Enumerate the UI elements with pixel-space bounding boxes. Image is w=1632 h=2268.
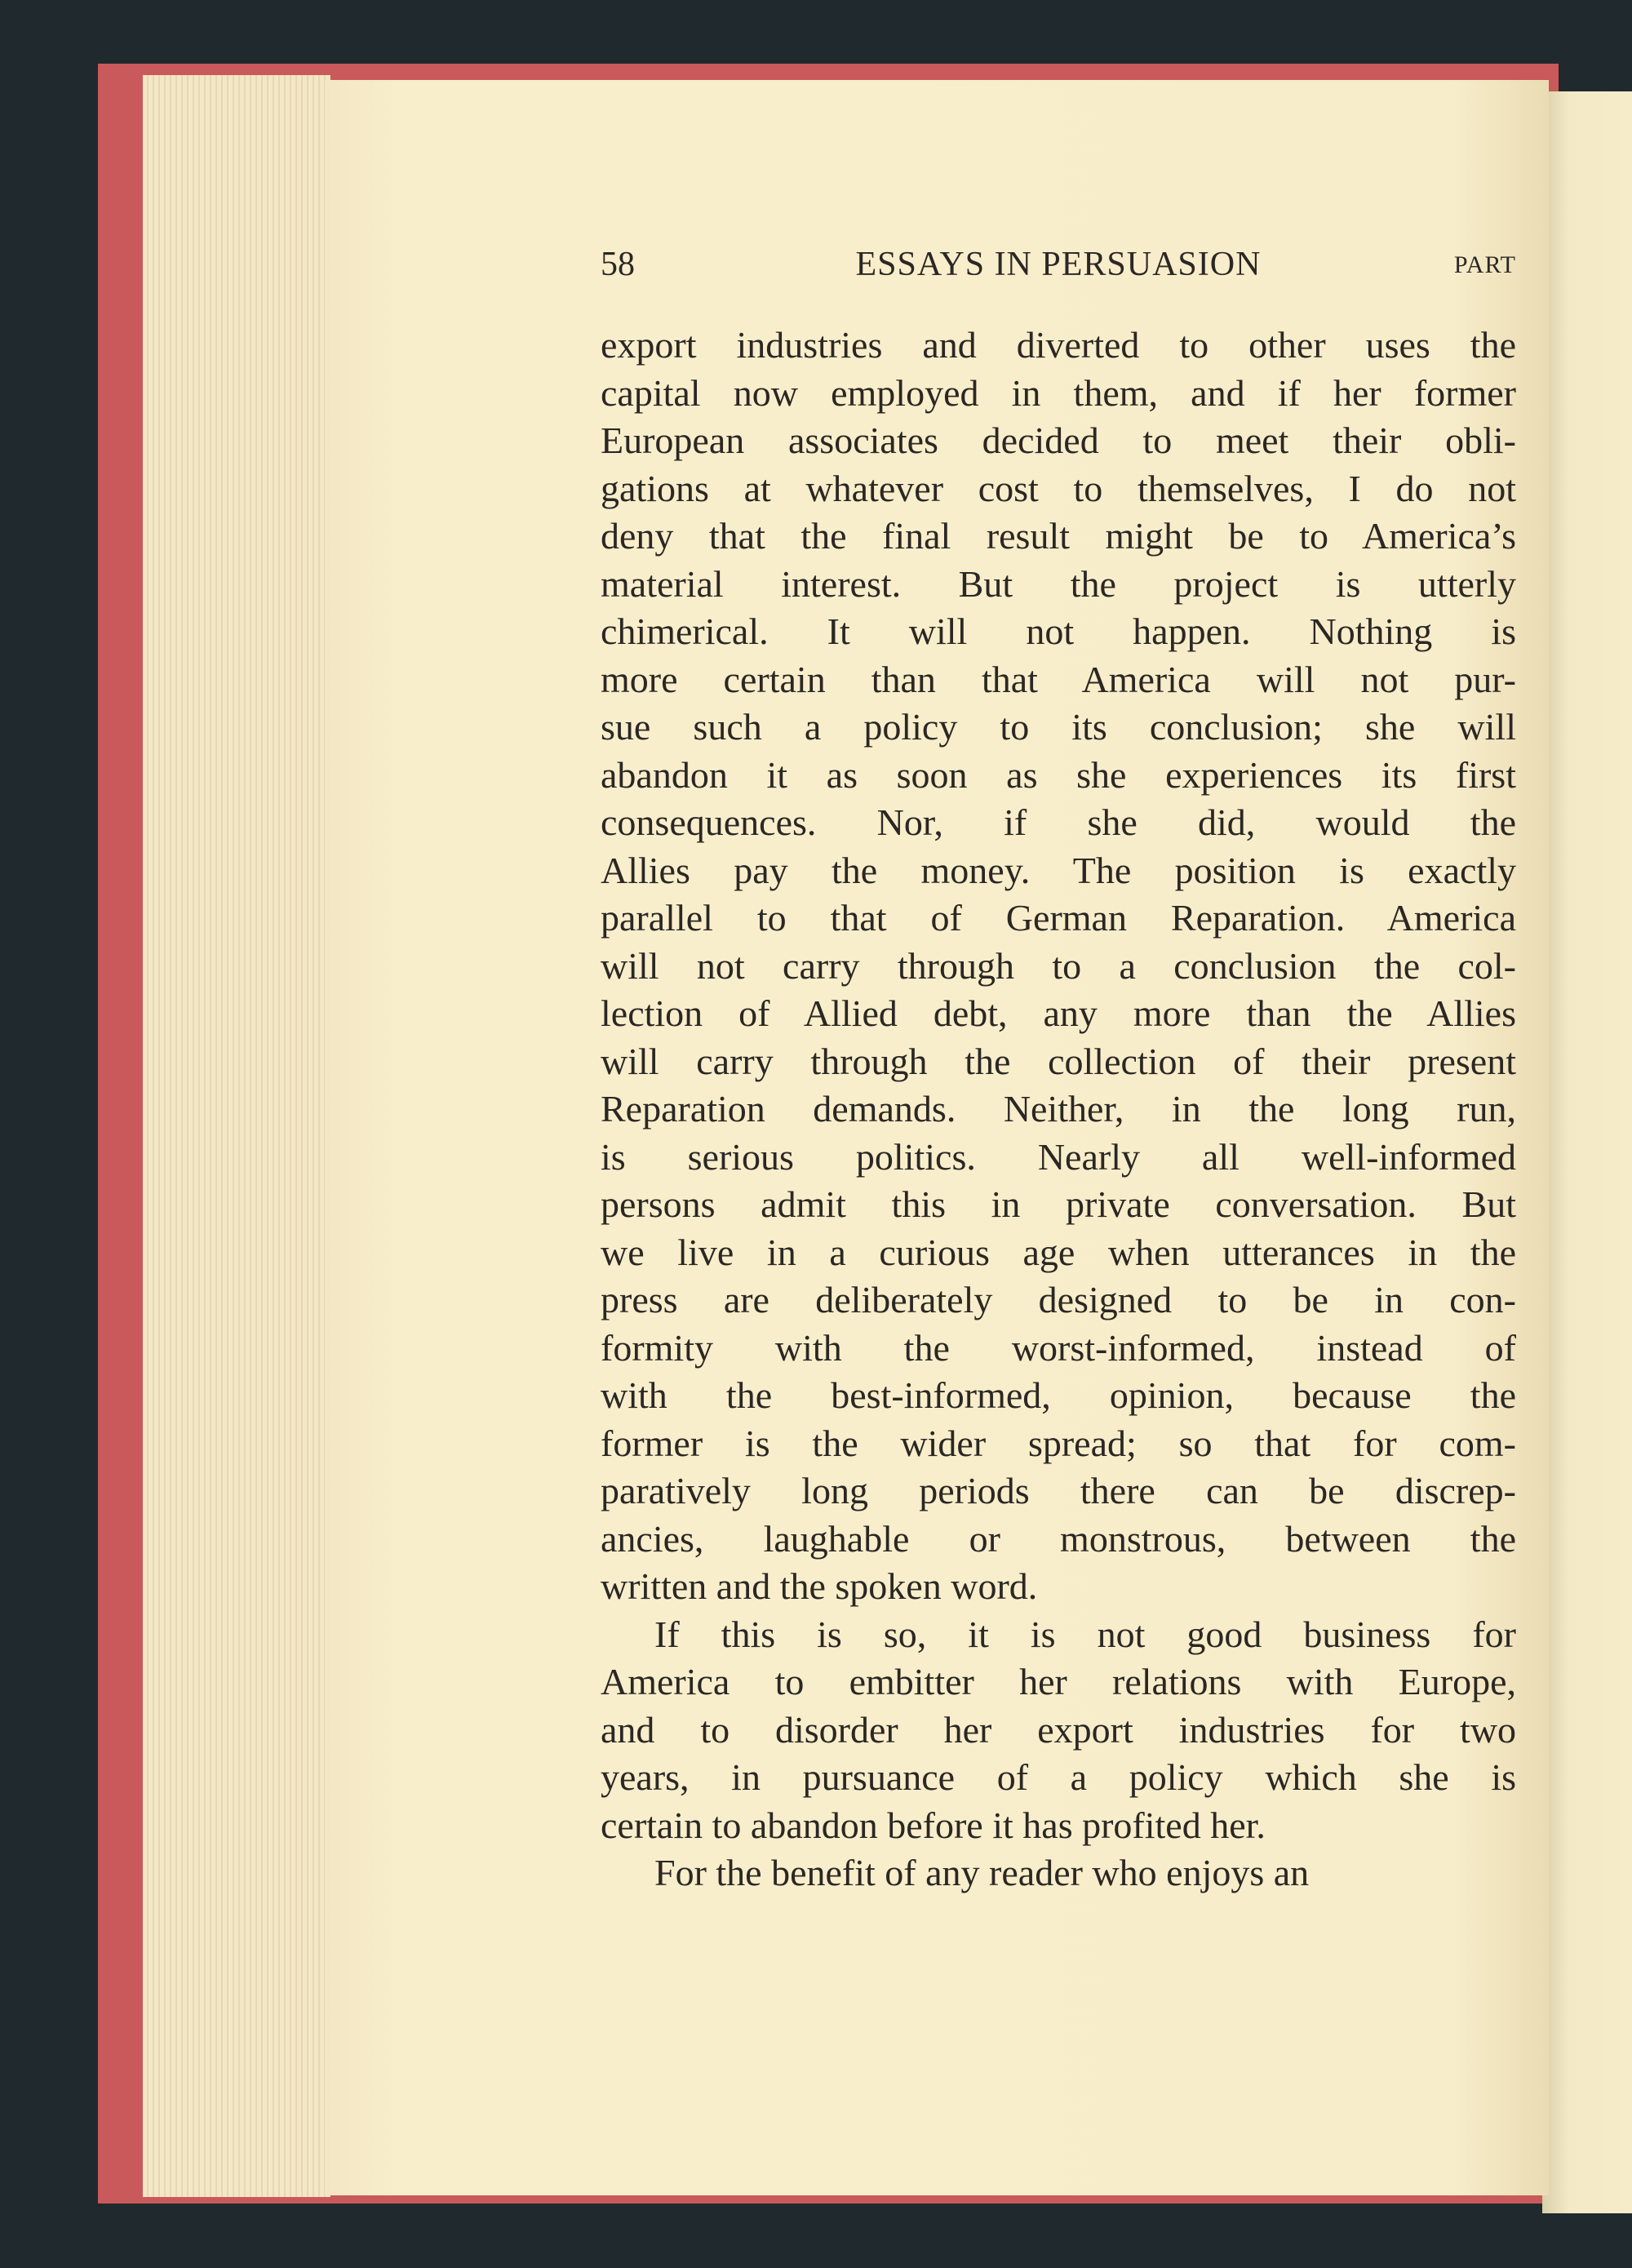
text-line: sue such a policy to its conclusion; she will xyxy=(601,706,1516,748)
text-line: is serious politics. Nearly all well-informed xyxy=(601,1135,1516,1178)
text-line: For the benefit of any reader who enjoys an xyxy=(654,1852,1310,1893)
text-line: Allies pay the money. The position is exactly xyxy=(601,849,1516,891)
text-line: America to embitter her relations with Europe, xyxy=(601,1661,1516,1702)
text-line: certain to abandon before it has profited her. xyxy=(601,1804,1266,1846)
text-line: formity with the worst-informed, instead of xyxy=(601,1326,1516,1369)
text-line: with the best-informed, opinion, because the xyxy=(601,1374,1516,1416)
text-line: deny that the final result might be to America’s xyxy=(601,515,1516,557)
text-line: consequences. Nor, if she did, would the xyxy=(601,801,1516,843)
text-line: chimerical. It will not happen. Nothing is xyxy=(601,610,1516,652)
body-text xyxy=(601,322,1516,1897)
text-line: parallel to that of German Reparation. America xyxy=(601,897,1516,939)
text-line: paratively long periods there can be discrep- xyxy=(601,1470,1516,1511)
text-line: gations at whatever cost to themselves, I do not xyxy=(601,467,1516,509)
running-header xyxy=(601,245,1516,294)
text-line: capital now employed in them, and if her former xyxy=(601,371,1516,414)
page-number: 58 xyxy=(601,246,635,283)
text-line: abandon it as soon as she experiences its first xyxy=(601,753,1516,796)
text-line: we live in a curious age when utterances in the xyxy=(601,1231,1516,1273)
text-line: will not carry through to a conclusion the col- xyxy=(601,944,1516,987)
text-line: and to disorder her export industries for two xyxy=(601,1708,1516,1751)
text-line: ancies, laughable or monstrous, between the xyxy=(601,1517,1516,1560)
text-line: more certain than that America will not pur- xyxy=(601,658,1516,700)
text-line: European associates decided to meet their obli- xyxy=(601,419,1516,461)
text-line: lection of Allied debt, any more than the Allies xyxy=(601,992,1516,1034)
text-line: material interest. But the project is utterly xyxy=(601,562,1516,605)
text-line: export industries and diverted to other uses the xyxy=(601,324,1516,366)
text-line: If this is so, it is not good business for xyxy=(654,1613,1516,1655)
text-line: former is the wider spread; so that for com- xyxy=(601,1422,1516,1464)
text-line: persons admit this in private conversation. But xyxy=(601,1183,1516,1225)
text-line: press are deliberately designed to be in con- xyxy=(601,1279,1516,1320)
running-title: ESSAYS IN PERSUASION xyxy=(855,246,1262,283)
text-line: written and the spoken word. xyxy=(601,1565,1038,1607)
facing-page-edge xyxy=(1542,91,1632,2213)
text-line: will carry through the collection of their present xyxy=(601,1040,1516,1082)
section-label: PART xyxy=(1453,251,1516,278)
page-edges xyxy=(143,75,330,2197)
text-line: years, in pursuance of a policy which she is xyxy=(601,1756,1516,1798)
text-line: Reparation demands. Neither, in the long run, xyxy=(601,1088,1516,1130)
